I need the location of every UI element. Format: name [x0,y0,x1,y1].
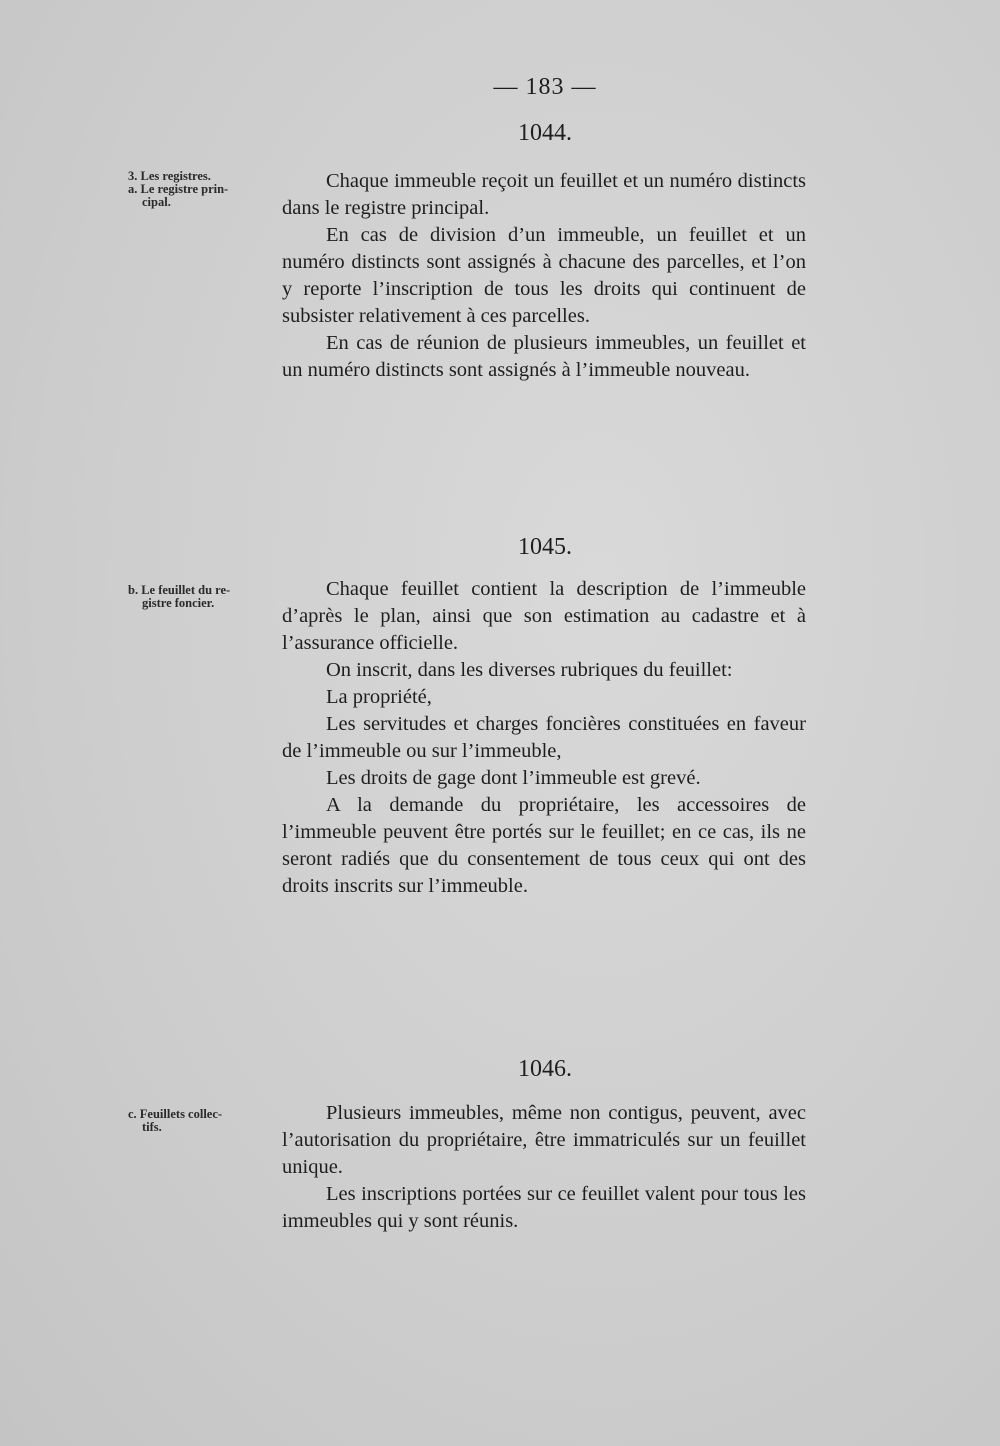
margin-note-line: a. Le registre prin- [128,182,229,196]
article-body-1046 [282,1100,806,1235]
paragraph: En cas de réunion de plusieurs immeubles, un feuillet et un numéro distincts sont assignés à l’immeuble nouveau. [282,332,806,381]
margin-note-line: b. Le feuillet du re- [128,583,231,597]
paragraph: Les droits de gage dont l’immeuble est grevé. [326,767,701,789]
paragraph: Les inscriptions portées sur ce feuillet valent pour tous les immeubles qui y sont réunis. [282,1183,806,1232]
margin-note-line: tifs. [142,1120,162,1134]
paragraph: Plusieurs immeubles, même non contigus, peuvent, avec l’autorisation du propriétaire, être immatriculés sur un feuillet unique. [282,1102,806,1178]
article-number-1045: 1045. [518,534,572,560]
article-body-1044 [282,168,806,384]
margin-note-feuillet [128,584,278,610]
paragraph: Chaque feuillet contient la description de l’immeuble d’après le plan, ainsi que son estimation au cadastre et à l’assurance officielle. [282,578,806,654]
paragraph: En cas de division d’un immeuble, un feuillet et un numéro distincts sont assignés à chacune des parcelles, et l’on y reporte l’inscription de tous les droits qui continuent de subsister relativement à ces parcelles. [282,224,806,327]
paragraph: On inscrit, dans les diverses rubriques du feuillet: [326,659,733,681]
margin-note-line: c. Feuillets collec- [128,1107,223,1121]
margin-note-registres [128,170,278,209]
paragraph: Les servitudes et charges foncières constituées en faveur de l’immeuble ou sur l’immeuble, [282,713,806,762]
article-body-1045 [282,576,806,900]
page-number: — 183 — [493,74,597,100]
paragraph: Chaque immeuble reçoit un feuillet et un numéro distincts dans le registre principal. [282,170,806,219]
paragraph: A la demande du propriétaire, les accessoires de l’immeuble peuvent être portés sur le feuillet; en ce cas, ils ne seront radiés que du consentement de tous ceux qui ont des droits inscrits sur l’immeuble. [282,794,806,897]
article-number-1046: 1046. [518,1056,572,1082]
margin-note-feuillets-collectifs [128,1108,278,1134]
article-number-1044: 1044. [518,120,572,146]
paragraph: La propriété, [326,686,432,708]
margin-note-line: 3. Les registres. [128,169,211,183]
margin-note-line: cipal. [142,195,171,209]
margin-note-line: gistre foncier. [142,596,215,610]
